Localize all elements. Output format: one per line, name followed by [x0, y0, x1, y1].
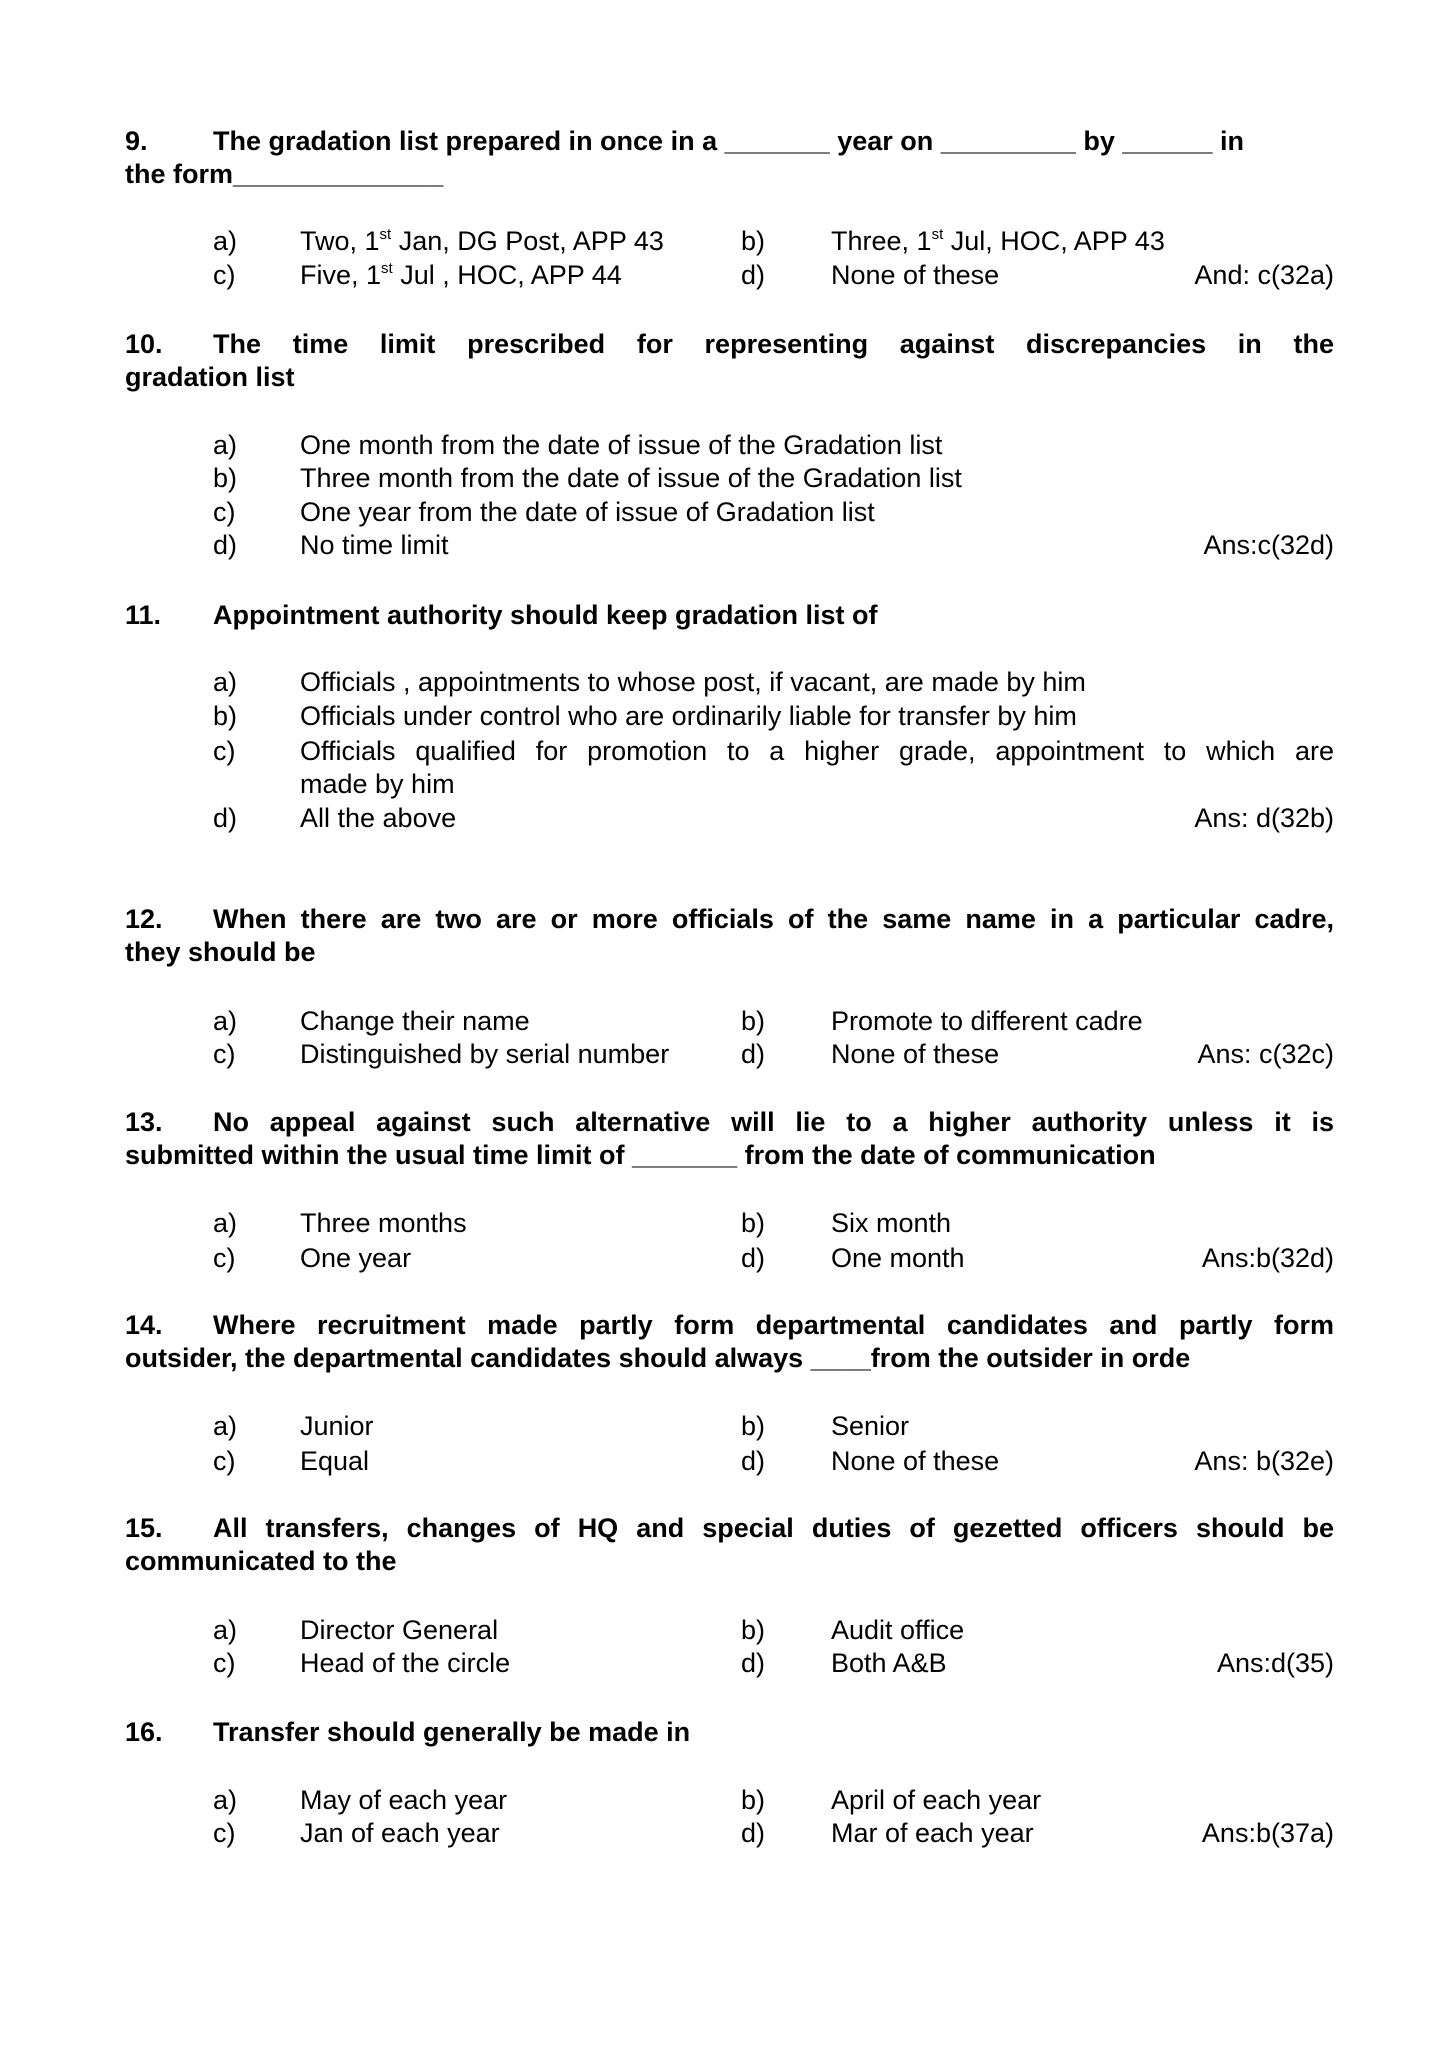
question-number: 13. — [125, 1107, 163, 1137]
option-text-continued: made by him — [300, 769, 455, 799]
option-letter[interactable]: b) — [741, 1615, 766, 1645]
option-text[interactable] — [300, 1241, 411, 1275]
option-text[interactable] — [300, 1646, 510, 1680]
option-text[interactable] — [831, 1409, 909, 1443]
option-letter[interactable]: a) — [213, 1615, 238, 1645]
option-text[interactable] — [300, 495, 875, 529]
answer-key: Ans:b(32d) — [1201, 1243, 1334, 1273]
option-text[interactable] — [300, 224, 664, 258]
question-number: 11. — [125, 600, 162, 630]
option-text[interactable] — [831, 1037, 999, 1071]
option-letter[interactable]: a) — [213, 1006, 238, 1036]
option-letter[interactable]: d) — [741, 1446, 766, 1476]
option-text[interactable] — [831, 258, 999, 292]
question-text-line2: they should be — [125, 937, 316, 967]
option-text-main: Equal — [300, 1446, 370, 1476]
option-text-main: May of each year — [300, 1785, 508, 1815]
option-text[interactable] — [831, 1444, 999, 1478]
option-letter[interactable]: b) — [741, 1411, 766, 1441]
option-letter[interactable]: b) — [741, 1785, 766, 1815]
option-text-rest: Jul , HOC, APP 44 — [392, 260, 622, 290]
option-text-main: All the above — [300, 803, 457, 833]
option-text[interactable] — [831, 1783, 1041, 1817]
question-text-line1: The gradation list prepared in once in a _______ year on _________ by ______ in — [213, 126, 1244, 156]
option-letter[interactable]: b) — [213, 701, 238, 731]
option-text-main: April of each year — [831, 1785, 1042, 1815]
answer-key: Ans:b(37a) — [1201, 1818, 1334, 1848]
question-number: 16. — [125, 1717, 163, 1747]
question-number: 15. — [125, 1513, 163, 1543]
question-text-line2: outsider, the departmental candidates should always ____from the outsider in orde — [125, 1343, 1191, 1373]
option-text[interactable] — [300, 1206, 467, 1240]
question-text-line2: submitted within the usual time limit of _______ from the date of communication — [125, 1140, 1156, 1170]
option-letter[interactable]: a) — [213, 667, 238, 697]
option-letter[interactable]: d) — [213, 803, 238, 833]
question-number: 14. — [125, 1310, 163, 1340]
question-number: 10. — [125, 329, 163, 359]
option-letter[interactable]: a) — [213, 1411, 238, 1441]
option-text[interactable] — [300, 801, 456, 835]
option-text-main: Promote to different cadre — [831, 1006, 1143, 1036]
option-letter[interactable]: a) — [213, 226, 238, 256]
option-text-main: Six month — [831, 1208, 952, 1238]
option-letter[interactable]: b) — [213, 463, 238, 493]
option-letter[interactable]: a) — [213, 1208, 238, 1238]
option-text[interactable] — [300, 699, 1077, 733]
option-text[interactable] — [831, 1613, 964, 1647]
option-text-main: None of these — [831, 1039, 1000, 1069]
option-text-main: No time limit — [300, 530, 449, 560]
question-number: 9. — [125, 126, 148, 156]
option-text[interactable] — [831, 224, 1165, 258]
option-text[interactable] — [300, 528, 449, 562]
option-letter[interactable]: c) — [213, 1818, 236, 1848]
option-text-main: Distinguished by serial number — [300, 1039, 670, 1069]
answer-key: And: c(32a) — [1194, 260, 1334, 290]
option-text-main: Audit office — [831, 1615, 965, 1645]
option-letter[interactable]: c) — [213, 497, 236, 527]
option-text[interactable] — [300, 1444, 369, 1478]
option-letter[interactable]: b) — [741, 1208, 766, 1238]
option-superscript: st — [931, 226, 944, 243]
option-text[interactable] — [300, 1409, 374, 1443]
option-text[interactable] — [300, 1613, 498, 1647]
question-text-line1: Where recruitment made partly form departmental candidates and partly form — [213, 1310, 1334, 1340]
option-text[interactable] — [300, 1783, 507, 1817]
question-text-line1: Appointment authority should keep gradation list of — [213, 600, 878, 630]
option-letter[interactable]: a) — [213, 430, 238, 460]
question-text-line2: communicated to the — [125, 1546, 397, 1576]
answer-key: Ans: b(32e) — [1194, 1446, 1334, 1476]
option-text-main: Three month from the date of issue of the Gradation list — [300, 463, 962, 493]
option-text-main: Three months — [300, 1208, 467, 1238]
option-text-main: Officials qualified for promotion to a higher grade, appointment to which are — [300, 736, 1334, 766]
option-letter[interactable]: c) — [213, 260, 236, 290]
option-text[interactable] — [300, 1816, 500, 1850]
option-text-main: Officials , appointments to whose post, if vacant, are made by him — [300, 667, 1086, 697]
option-text-main: Three, 1 — [831, 226, 932, 256]
question-text-line2: the form______________ — [125, 159, 444, 189]
option-text-main: Senior — [831, 1411, 910, 1441]
question-text-line1: All transfers, changes of HQ and special duties of gezetted officers should be — [213, 1513, 1334, 1543]
option-text-main: Two, 1 — [300, 226, 380, 256]
option-text[interactable] — [300, 1004, 530, 1038]
option-letter[interactable]: d) — [741, 1648, 766, 1678]
option-text-main: None of these — [831, 260, 1000, 290]
option-text[interactable] — [831, 1206, 951, 1240]
option-letter[interactable]: d) — [741, 1818, 766, 1848]
option-letter[interactable]: c) — [213, 1446, 236, 1476]
option-text-rest: Jul, HOC, APP 43 — [943, 226, 1165, 256]
option-text[interactable] — [300, 734, 1334, 768]
option-text[interactable] — [831, 1004, 1143, 1038]
option-letter[interactable]: d) — [213, 530, 238, 560]
option-superscript: st — [381, 260, 393, 277]
question-text-line1: When there are two are or more officials of the same name in a particular cadre, — [213, 904, 1334, 934]
option-text-main: Both A&B — [831, 1648, 947, 1678]
answer-key: Ans:c(32d) — [1203, 530, 1334, 560]
answer-key: Ans:d(35) — [1216, 1648, 1334, 1678]
option-letter[interactable]: d) — [741, 260, 766, 290]
option-superscript: st — [379, 226, 392, 243]
option-text-main: Head of the circle — [300, 1648, 511, 1678]
option-letter[interactable]: c) — [213, 736, 236, 766]
option-text-main: Director General — [300, 1615, 499, 1645]
option-text-main: Jan of each year — [300, 1818, 500, 1848]
question-text-line2: gradation list — [125, 362, 295, 392]
question-number: 12. — [125, 904, 163, 934]
option-letter[interactable]: b) — [741, 1006, 766, 1036]
option-text[interactable] — [831, 1241, 965, 1275]
option-text-main: Mar of each year — [831, 1818, 1034, 1848]
option-letter[interactable]: c) — [213, 1648, 236, 1678]
option-text[interactable] — [300, 461, 962, 495]
option-text-main: None of these — [831, 1446, 1000, 1476]
option-text-main: One year from the date of issue of Gradation list — [300, 497, 875, 527]
option-text[interactable] — [831, 1646, 947, 1680]
option-text[interactable] — [300, 258, 622, 292]
answer-key: Ans: d(32b) — [1194, 803, 1334, 833]
question-text-line1: The time limit prescribed for representing against discrepancies in the — [213, 329, 1334, 359]
option-text-main: One month from the date of issue of the Gradation list — [300, 430, 943, 460]
question-text-line1: Transfer should generally be made in — [213, 1717, 691, 1747]
option-letter[interactable]: c) — [213, 1039, 236, 1069]
question-text-line1: No appeal against such alternative will lie to a higher authority unless it is — [213, 1107, 1334, 1137]
option-letter[interactable]: a) — [213, 1785, 238, 1815]
option-text-main: One year — [300, 1243, 412, 1273]
option-letter[interactable]: d) — [741, 1243, 766, 1273]
option-text[interactable] — [300, 665, 1086, 699]
option-text-rest: Jan, DG Post, APP 43 — [391, 226, 664, 256]
option-text-main: Officials under control who are ordinarily liable for transfer by him — [300, 701, 1077, 731]
option-text-main: Five, 1 — [300, 260, 382, 290]
answer-key: Ans: c(32c) — [1197, 1039, 1334, 1069]
option-text-main: Junior — [300, 1411, 374, 1441]
option-letter[interactable]: c) — [213, 1243, 236, 1273]
option-text-main: One month — [831, 1243, 965, 1273]
option-text[interactable] — [300, 428, 942, 462]
option-letter[interactable]: b) — [741, 226, 766, 256]
option-text-main: Change their name — [300, 1006, 530, 1036]
option-letter[interactable]: d) — [741, 1039, 766, 1069]
option-text[interactable] — [831, 1816, 1034, 1850]
option-text[interactable] — [300, 1037, 669, 1071]
